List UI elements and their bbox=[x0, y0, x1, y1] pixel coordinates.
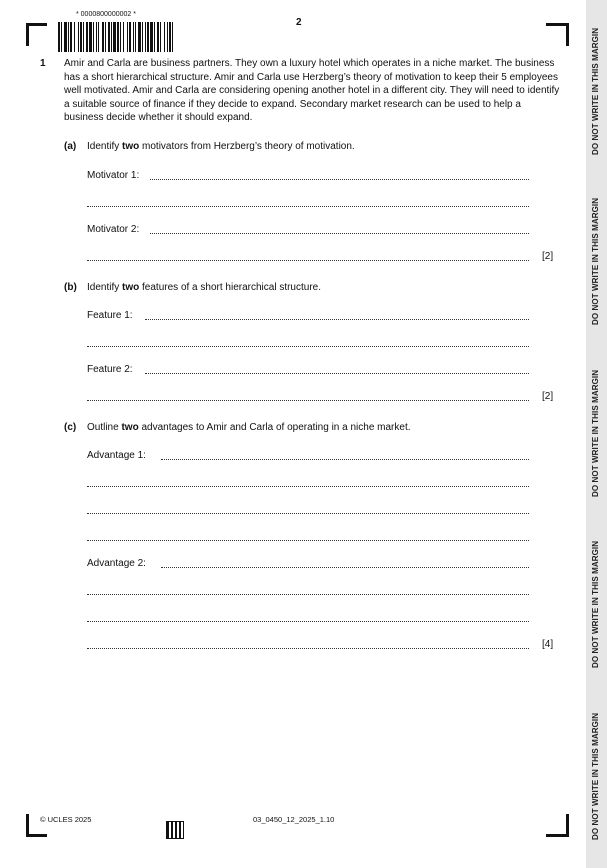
barcode-number: * 0000800000002 * bbox=[76, 11, 136, 18]
document-code: 03_0450_12_2025_1.10 bbox=[253, 815, 335, 824]
answer-line[interactable] bbox=[87, 400, 529, 401]
corner-mark-top-right bbox=[566, 23, 569, 46]
margin-notice: DO NOT WRITE IN THIS MARGIN bbox=[591, 27, 600, 155]
corner-mark-bottom-left bbox=[26, 834, 47, 837]
part-a-label: (a) bbox=[64, 141, 77, 152]
answer-line[interactable] bbox=[87, 206, 529, 207]
page-number: 2 bbox=[296, 17, 302, 28]
answer-line[interactable] bbox=[87, 513, 529, 514]
answer-line[interactable] bbox=[145, 373, 529, 374]
part-a-marks: [2] bbox=[542, 251, 554, 262]
part-a-question: Identify two motivators from Herzberg’s theory of motivation. bbox=[87, 141, 355, 152]
answer-line[interactable] bbox=[161, 459, 529, 460]
answer-line[interactable] bbox=[87, 346, 529, 347]
answer-line[interactable] bbox=[145, 319, 529, 320]
part-c-label: (c) bbox=[64, 422, 77, 433]
part-c-answer-label-1: Advantage 1: bbox=[87, 450, 146, 461]
part-b-answer-label-1: Feature 1: bbox=[87, 310, 133, 321]
answer-line[interactable] bbox=[87, 594, 529, 595]
corner-mark-top-left bbox=[26, 23, 47, 26]
margin-notice: DO NOT WRITE IN THIS MARGIN bbox=[591, 197, 600, 325]
answer-line[interactable] bbox=[150, 233, 529, 234]
corner-mark-bottom-right bbox=[566, 814, 569, 837]
copyright: © UCLES 2025 bbox=[40, 815, 92, 824]
margin-notice: DO NOT WRITE IN THIS MARGIN bbox=[591, 540, 600, 668]
qr-code bbox=[166, 821, 184, 839]
answer-line[interactable] bbox=[87, 540, 529, 541]
question-intro: Amir and Carla are business partners. They own a luxury hotel which operates in a niche market. The business has a short hierarchical structure. Amir and Carla use Herzberg’s theory of motivation to keep their 5 employees well motivated. Amir and Carla are considering opening another hotel in a different city. They will need to identify a suitable source of finance if they decide to expand. Secondary market research can be used to help a business decide whether it should expand. bbox=[64, 58, 560, 124]
part-a-answer-label-1: Motivator 1: bbox=[87, 170, 140, 181]
margin-notice: DO NOT WRITE IN THIS MARGIN bbox=[591, 712, 600, 840]
part-b-question: Identify two features of a short hierarchical structure. bbox=[87, 282, 321, 293]
part-b-answer-label-2: Feature 2: bbox=[87, 364, 133, 375]
part-b-label: (b) bbox=[64, 282, 77, 293]
answer-line[interactable] bbox=[87, 621, 529, 622]
answer-line[interactable] bbox=[87, 486, 529, 487]
part-c-answer-label-2: Advantage 2: bbox=[87, 558, 146, 569]
question-number: 1 bbox=[40, 58, 46, 69]
part-c-marks: [4] bbox=[542, 639, 554, 650]
answer-line[interactable] bbox=[87, 260, 529, 261]
barcode bbox=[58, 22, 244, 52]
part-a-answer-label-2: Motivator 2: bbox=[87, 224, 140, 235]
answer-line[interactable] bbox=[87, 648, 529, 649]
corner-mark-top-left bbox=[26, 23, 29, 46]
margin-notice: DO NOT WRITE IN THIS MARGIN bbox=[591, 369, 600, 497]
answer-line[interactable] bbox=[150, 179, 529, 180]
answer-line[interactable] bbox=[161, 567, 529, 568]
part-c-question: Outline two advantages to Amir and Carla of operating in a niche market. bbox=[87, 422, 411, 433]
corner-mark-bottom-left bbox=[26, 814, 29, 837]
part-b-marks: [2] bbox=[542, 391, 554, 402]
